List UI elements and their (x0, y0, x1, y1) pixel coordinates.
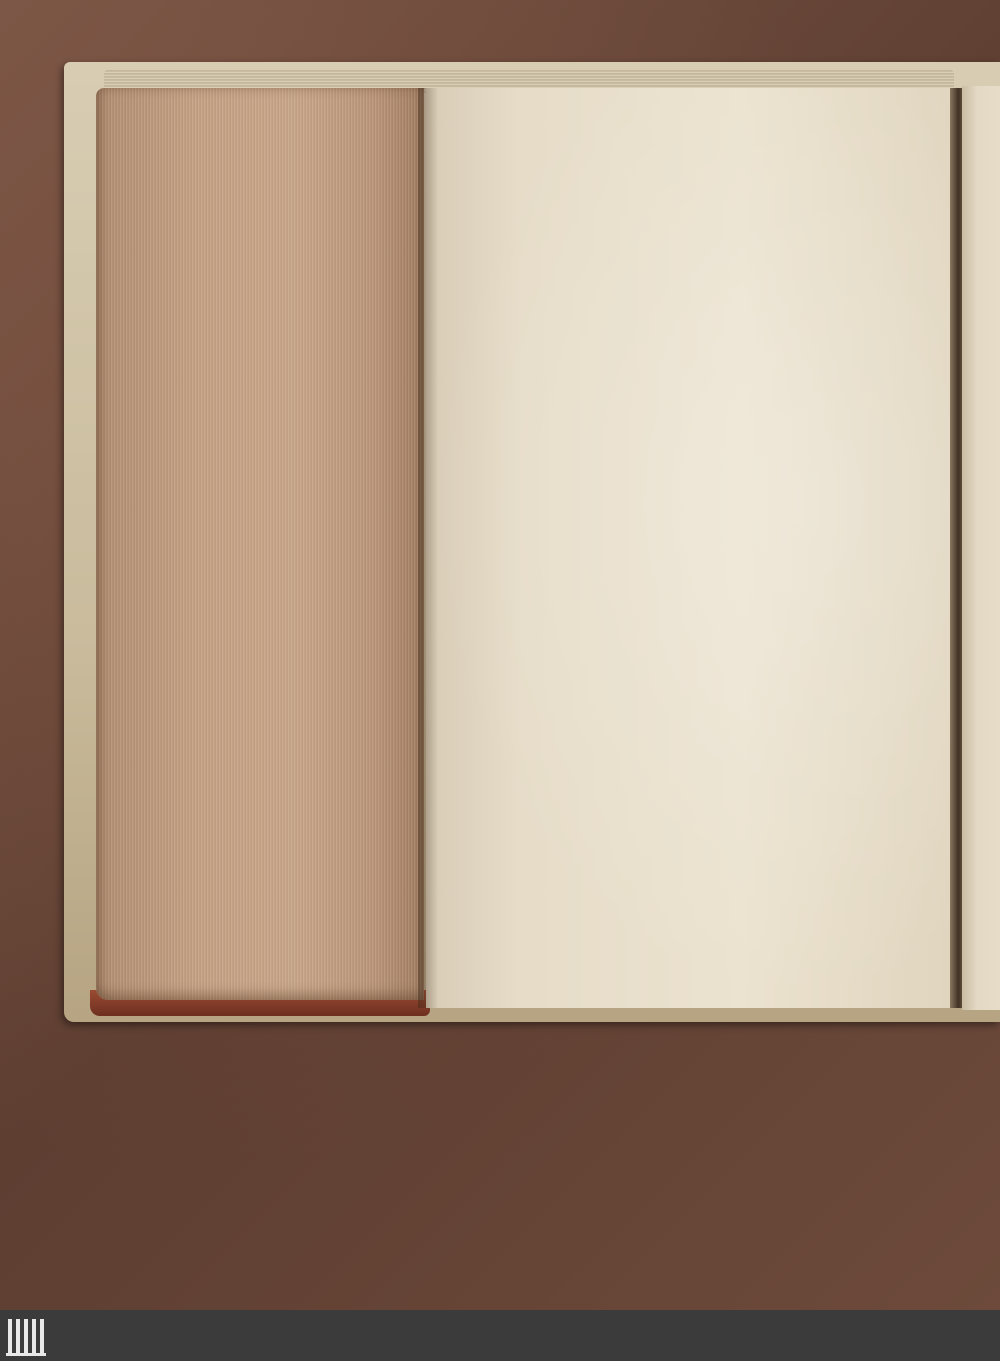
library-footer (0, 1310, 1000, 1361)
page-shadow (418, 88, 438, 1008)
left-page (426, 88, 954, 1008)
facing-page (962, 86, 1000, 1010)
library-logo-icon (6, 1315, 52, 1357)
page-header (520, 138, 960, 178)
page-edges-block (96, 88, 424, 1000)
